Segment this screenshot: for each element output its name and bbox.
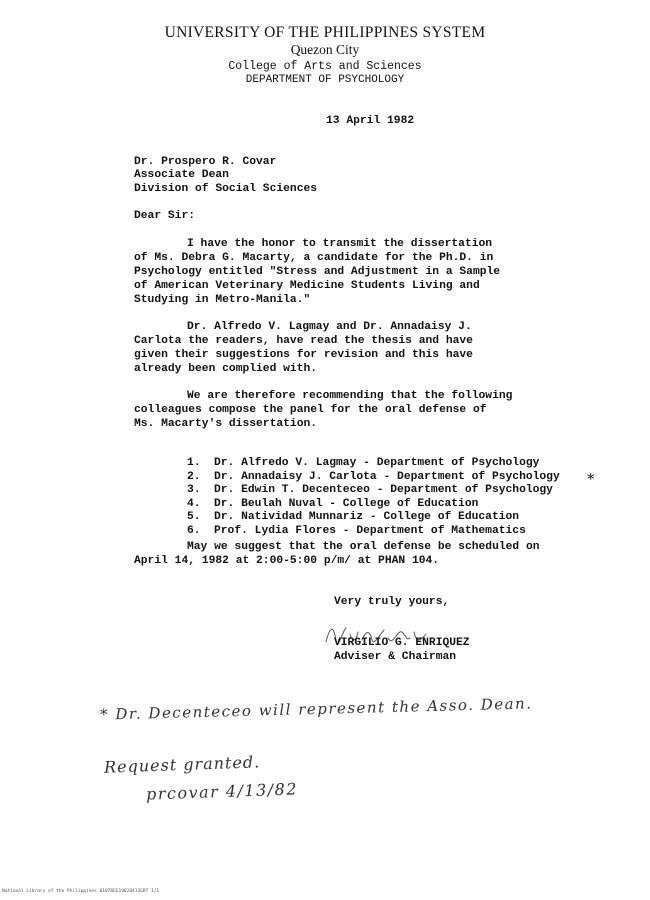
recipient-office: Division of Social Sciences [134, 183, 318, 195]
panel-item [187, 511, 560, 525]
paragraph4-line: April 14, 1982 at 2:00-5:00 p/m/ at PHAN 104. [134, 555, 440, 567]
paragraph1-line: of Ms. Debra G. Macarty, a candidate for the Ph.D. in [134, 252, 494, 264]
letterhead-college: College of Arts and Sciences [228, 60, 422, 73]
paragraph1-line: Psychology entitled "Stress and Adjustment in a Sample [134, 266, 501, 278]
panel-item [187, 498, 560, 512]
panel-item [187, 525, 560, 539]
paragraph1-line: Studying in Metro-Manila." [134, 294, 311, 306]
paragraph2-line: Dr. Alfredo V. Lagmay and Dr. Annadaisy J. [187, 321, 472, 333]
salutation: Dear Sir: [134, 210, 196, 222]
panel-item-text: Dr. Beulah Nuval - College of Education [214, 497, 479, 510]
panel-item-text: Dr. Alfredo V. Lagmay - Department of Psychology [214, 457, 540, 469]
panel-item-text: Prof. Lydia Flores - Department of Mathematics [214, 524, 526, 537]
signer-title: Adviser & Chairman [334, 651, 457, 663]
paragraph1-line: of American Veterinary Medicine Students Living and [134, 280, 480, 292]
handwritten-initials-date: prcovar 4/13/82 [145, 779, 299, 804]
panel-item-text: Dr. Natividad Munnariz - College of Education [214, 511, 520, 524]
letterhead-university: UNIVERSITY OF THE PHILIPPINES SYSTEM [164, 24, 486, 41]
paragraph2-line: given their suggestions for revision and this have [134, 349, 473, 361]
panel-item-text: Dr. Annadaisy J. Carlota - Department of Psychology [214, 470, 560, 483]
paragraph4-line: May we suggest that the oral defense be scheduled on [187, 541, 540, 553]
letterhead-city: Quezon City [290, 42, 360, 57]
paragraph3-line: We are therefore recommending that the following [187, 390, 513, 402]
recipient-name: Dr. Prospero R. Covar [134, 156, 277, 168]
handwritten-approval: Request granted. [103, 752, 261, 777]
panel-item-text: Dr. Edwin T. Decenteceo - Department of Psychology [214, 484, 553, 497]
panel-item-number: 6. [187, 524, 201, 537]
panel-list [187, 457, 560, 539]
handwritten-note: * Dr. Decenteceo will represent the Asso. Dean. [99, 694, 533, 724]
panel-item-number: 5. [187, 511, 201, 524]
panel-item-number: 4. [187, 497, 201, 510]
archive-footer: National Library of the Philippines 0107BEE19820413GRT 1/1 [2, 889, 160, 894]
panel-item-number: 1. [187, 457, 201, 469]
panel-item-number: 3. [187, 484, 201, 497]
paragraph3-line: colleagues compose the panel for the oral defense of [134, 404, 487, 416]
panel-item [187, 471, 560, 485]
paragraph2-line: already been complied with. [134, 363, 318, 375]
signer-name: VIRGILIO G. ENRIQUEZ [334, 637, 470, 649]
closing: Very truly yours, [334, 596, 450, 608]
handwritten-asterisk-mark: * [587, 470, 595, 488]
letter-date: 13 April 1982 [326, 115, 415, 127]
paragraph1-line: I have the honor to transmit the dissertation [187, 238, 493, 250]
recipient-title: Associate Dean [134, 169, 229, 181]
paragraph2-line: Carlota the readers, have read the thesis and have [134, 335, 473, 347]
panel-item [187, 457, 560, 471]
letterhead-department: DEPARTMENT OF PSYCHOLOGY [245, 74, 405, 86]
paragraph3-line: Ms. Macarty's dissertation. [134, 418, 318, 430]
panel-item [187, 484, 560, 498]
panel-item-number: 2. [187, 470, 201, 483]
